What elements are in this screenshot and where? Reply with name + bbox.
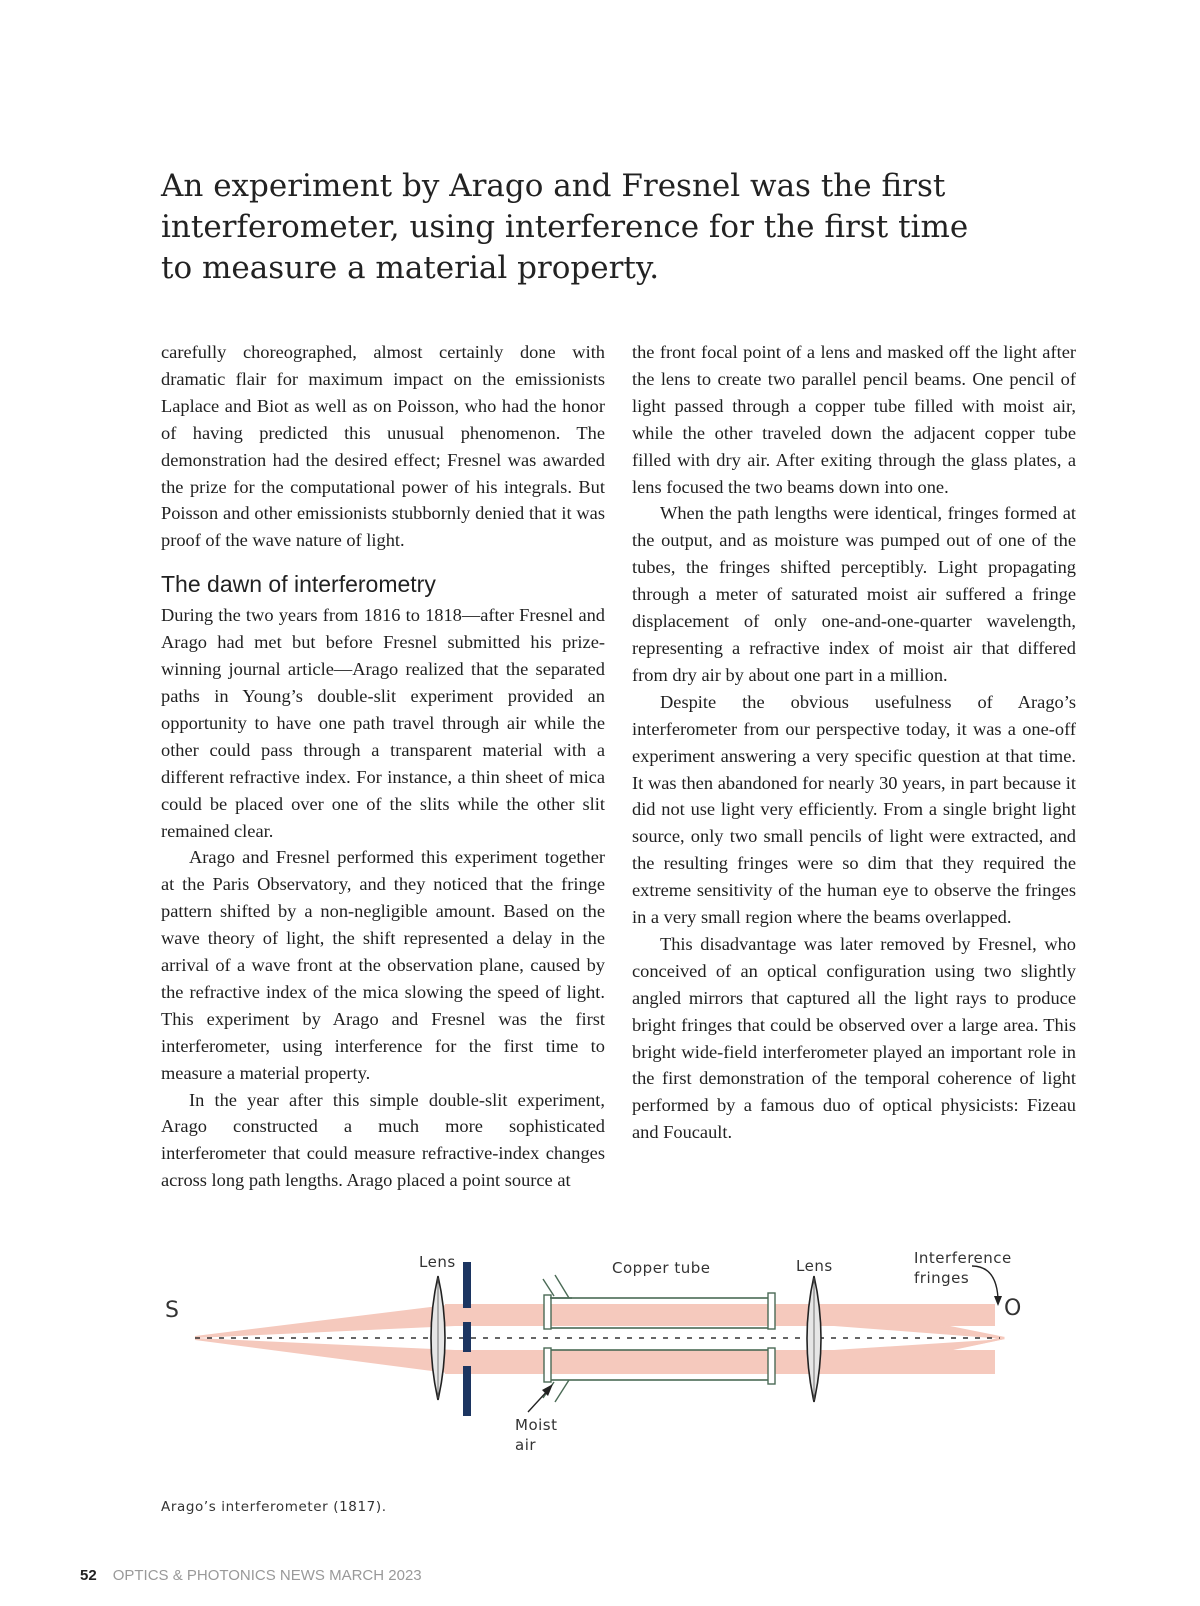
paragraph: When the path lengths were identical, fringes formed at the output, and as moisture was pumped out of one of the tubes, the fringes shifted perceptibly. Light propagating through a meter of saturated moist air suffered a fringe displacement of only one-and-one-quarter wavelength, representing a refractive index of moist air that differed from dry air by about one part in a million. [632, 503, 1076, 685]
fringes-arrow [972, 1266, 998, 1298]
mask-middle [463, 1322, 471, 1352]
paragraph: the front focal point of a lens and masked off the light after the lens to create two parallel pencil beams. One pencil of light passed through a copper tube filled with moist air, while the other traveled down the adjacent copper tube filled with dry air. After exiting through the glass plates, a lens focused the two beams down into one. [632, 342, 1076, 497]
mask-upper [463, 1262, 471, 1308]
paragraph: Despite the obvious usefulness of Arago’s interferometer from our perspective today, it was a one-off experiment answering a very specific question at that time. It was then abandoned for nearly 30 years, in part because it did not use light very efficiently. From a single bright light source, only two small pencils of light were extracted, and the resulting fringes were so dim that they required the extreme sensitivity of the human eye to observe the fringes in a very small region where the beams overlapped. [632, 691, 1076, 928]
beam-upper-in [195, 1304, 455, 1338]
section-heading: The dawn of interferometry [161, 571, 436, 598]
moist-label: Moist [515, 1416, 558, 1434]
fringes-label: fringes [914, 1269, 970, 1287]
observation-label: O [1004, 1296, 1022, 1321]
paragraph: Arago and Fresnel performed this experiment together at the Paris Observatory, and they noticed that the fringe pattern shifted by a non-negligible amount. Based on the wave theory of light, the shift represented a delay in the arrival of a wave front at the observation plane, caused by the refractive index of the mica slowing the speed of light. This experiment by Arago and Fresnel was the first interferometer, using interference for the first time to measure a material property. [161, 847, 605, 1083]
right-column [632, 339, 1076, 1146]
right-lens-label: Lens [796, 1257, 833, 1275]
pull-quote: An experiment by Arago and Fresnel was the first interferometer, using interference for the first time to measure a material property. [161, 168, 969, 286]
beam-lower-in [195, 1338, 455, 1374]
source-label: S [165, 1298, 179, 1323]
air-label: air [515, 1436, 537, 1454]
interference-label: Interference [914, 1249, 1012, 1267]
paragraph: This disadvantage was later removed by Fresnel, who conceived of an optical configuration using two slightly angled mirrors that captured all the light rays to produce bright fringes that could be observed over a large area. This bright wide-field interferometer played an important role in the first demonstration of the temporal coherence of light performed by a famous duo of optical physicists: Fizeau and Foucault. [632, 933, 1076, 1143]
mask-lower [463, 1366, 471, 1416]
publication-name: OPTICS & PHOTONICS NEWS MARCH 2023 [112, 1567, 422, 1584]
paragraph: carefully choreographed, almost certainly done with dramatic flair for maximum impact on the emissionists Laplace and Biot as well as on Poisson, who had the honor of having predicted this unusual phenomenon. The demonstration had the desired effect; Fresnel was awarded the prize for the computational power of his integrals. But Poisson and other emissionists stubbornly denied that it was proof of the wave nature of light. [161, 342, 605, 551]
left-lens-label: Lens [419, 1253, 456, 1271]
page-number: 52 [80, 1567, 97, 1584]
copper-tube-label: Copper tube [612, 1259, 711, 1277]
paragraph: During the two years from 1816 to 1818—after Fresnel and Arago had met but before Fresnel submitted his prize-winning journal article—Arago realized that the separated paths in Young’s double-slit experiment provided an opportunity to have one path travel through air while the other could pass through a transparent material with a different refractive index. For instance, a thin sheet of mica could be placed over one of the slits while the other slit remained clear. [161, 605, 605, 841]
left-column [161, 339, 605, 1194]
interferometer-diagram [150, 1249, 1080, 1482]
paragraph: In the year after this simple double-slit experiment, Arago constructed a much more sophisticated interferometer that could measure refractive-index changes across long path lengths. Arago placed a point source at [161, 1089, 605, 1191]
figure-caption: Arago’s interferometer (1817). [161, 1499, 387, 1515]
page-footer [80, 1567, 422, 1584]
